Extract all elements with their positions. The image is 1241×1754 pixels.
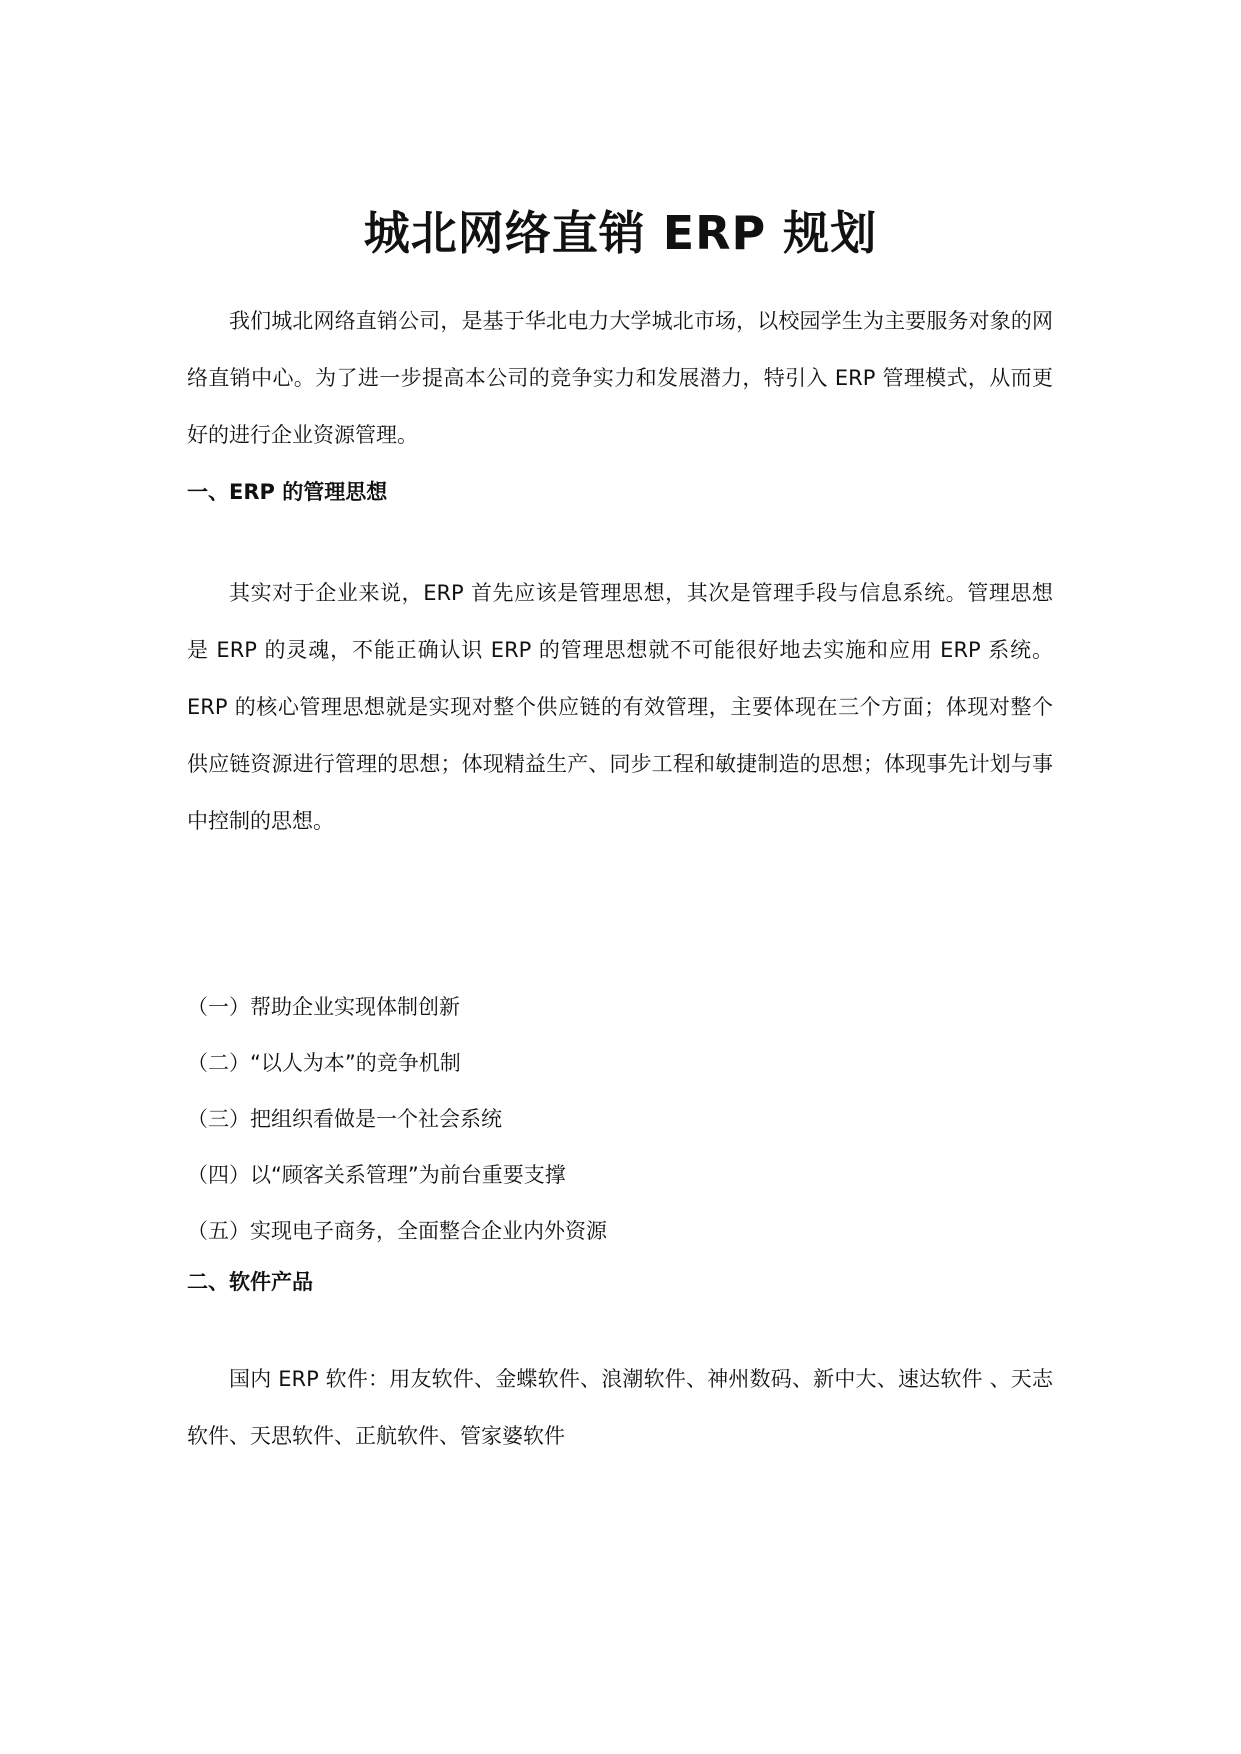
list-item: （四）以“顾客关系管理”为前台重要支撑	[187, 1163, 566, 1187]
list-item: （二）“以人为本”的竞争机制	[187, 1051, 461, 1075]
list-item: （三）把组织看做是一个社会系统	[187, 1107, 502, 1131]
software-products-paragraph: 国内 ERP 软件：用友软件、金蝶软件、浪潮软件、神州数码、新中大、速达软件 、天志软件、天思软件、正航软件、管家婆软件	[187, 1367, 1053, 1448]
management-philosophy-paragraph: 其实对于企业来说，ERP 首先应该是管理思想，其次是管理手段与信息系统。管理思想是 ERP 的灵魂，不能正确认识 ERP 的管理思想就不可能很好地去实施和应用 ERP 系统。ERP 的核心管理思想就是实现对整个供应链的有效管理，主要体现在三个方面；体现对整个供应链资源进行管理的思想；体现精益生产、同步工程和敏捷制造的思想；体现事先计划与事中控制的思想。	[187, 581, 1053, 833]
section-heading-management-philosophy: 一、ERP 的管理思想	[187, 480, 388, 504]
management-points-list	[187, 979, 607, 1259]
document-title: 城北网络直销 ERP 规划	[363, 205, 878, 260]
list-item: （五）实现电子商务，全面整合企业内外资源	[187, 1219, 607, 1243]
list-item: （一）帮助企业实现体制创新	[187, 995, 460, 1019]
intro-paragraph: 我们城北网络直销公司，是基于华北电力大学城北市场，以校园学生为主要服务对象的网络直销中心。为了进一步提高本公司的竞争实力和发展潜力，特引入 ERP 管理模式，从而更好的进行企业资源管理。	[187, 309, 1053, 447]
section-heading-software-products: 二、软件产品	[187, 1270, 313, 1294]
